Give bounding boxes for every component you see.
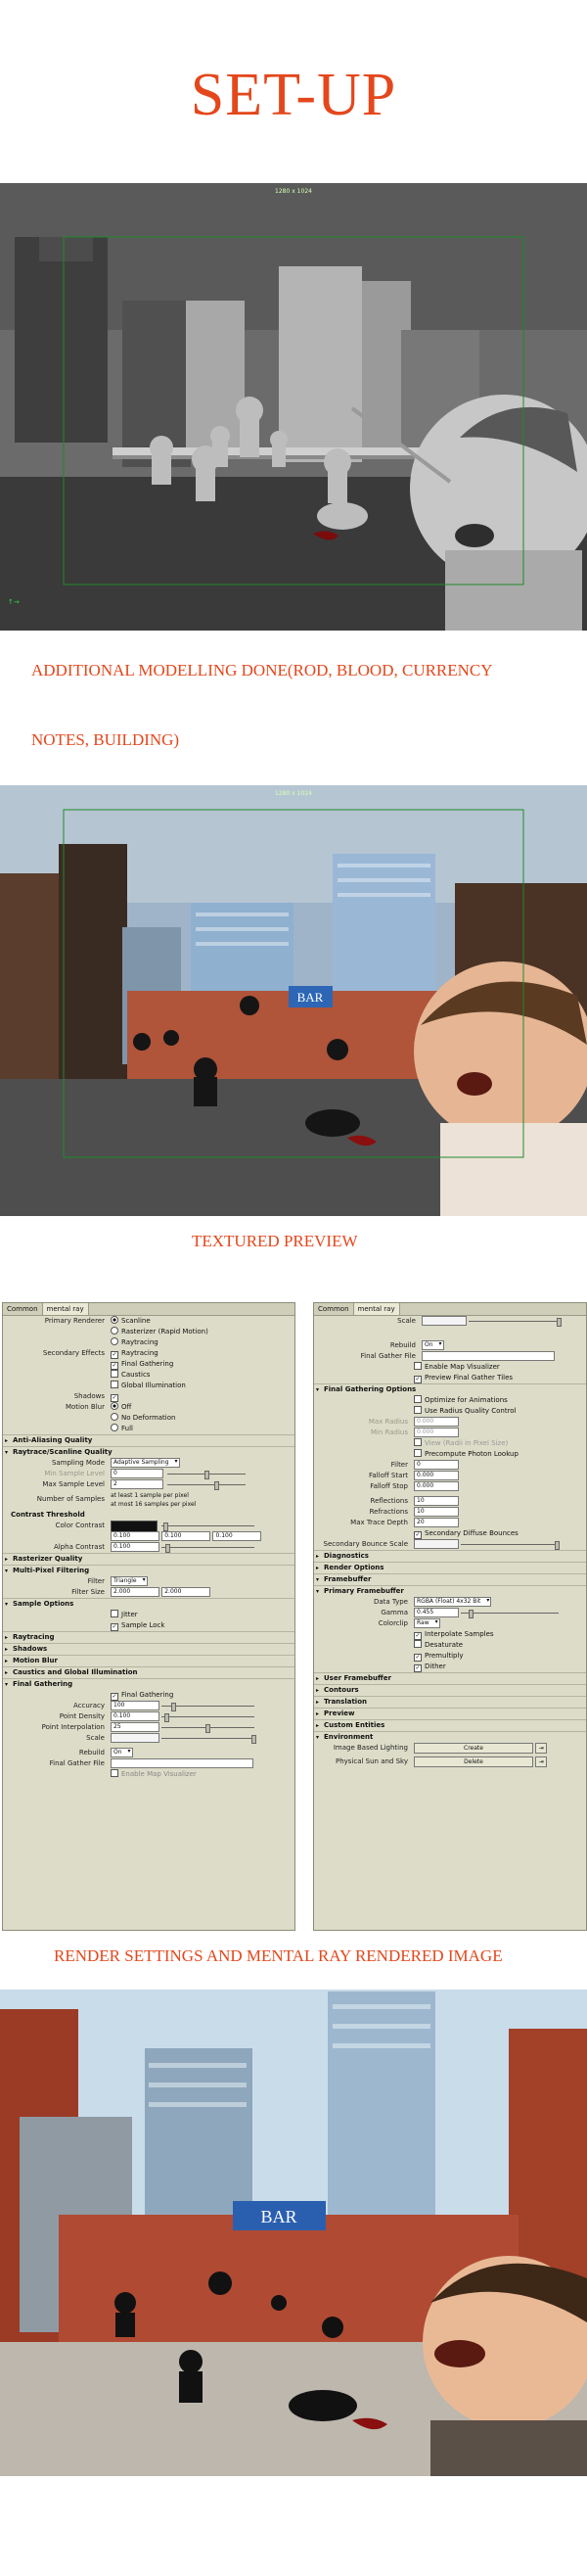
- view-radius-label: View (Radii in Pixel Size): [425, 1439, 509, 1447]
- expand-arrow-icon: ▸: [5, 1437, 9, 1444]
- max-radius-label: Max Radius: [368, 1418, 408, 1426]
- samples-max-text: at most 16 samples per pixel: [111, 1501, 197, 1508]
- section-fg-options[interactable]: [314, 1383, 586, 1395]
- radio-motion-blur-off[interactable]: [111, 1402, 118, 1410]
- checkbox-fg-enable[interactable]: ✓: [112, 1693, 117, 1700]
- min-sample-slider[interactable]: [167, 1474, 246, 1475]
- expand-arrow-icon: ▸: [5, 1646, 9, 1653]
- expand-arrow-icon: ▸: [316, 1699, 320, 1706]
- render-settings-panel-right: [313, 1302, 587, 1931]
- caption-textured: TEXTURED PREVIEW: [192, 1232, 358, 1250]
- fg-file-label: Final Gather File: [360, 1352, 416, 1360]
- section-final-gathering[interactable]: [3, 1678, 294, 1690]
- checkbox-jitter[interactable]: [111, 1610, 118, 1617]
- section-label: Motion Blur: [13, 1657, 58, 1664]
- scale-label: Scale: [86, 1734, 105, 1742]
- ibl-map-icon[interactable]: ⇥: [535, 1743, 547, 1754]
- dither-label: Dither: [425, 1663, 446, 1670]
- number-of-samples-label: Number of Samples: [36, 1495, 105, 1503]
- tab-common[interactable]: Common: [3, 1303, 43, 1315]
- tab-common[interactable]: Common: [314, 1303, 354, 1315]
- precompute-photon-label: Precompute Photon Lookup: [425, 1450, 519, 1458]
- section-contours[interactable]: [314, 1684, 586, 1696]
- section-multipixel-filtering[interactable]: [3, 1565, 294, 1576]
- collapse-arrow-icon: ▾: [316, 1734, 320, 1741]
- radio-no-deformation[interactable]: [111, 1413, 118, 1421]
- desaturate-label: Desaturate: [425, 1641, 464, 1649]
- section-label: Environment: [324, 1733, 374, 1741]
- bar-sign-text: BAR: [296, 990, 324, 1005]
- checkbox-radius-quality[interactable]: [414, 1406, 422, 1414]
- viewport-textured: [0, 785, 587, 1216]
- collapse-arrow-icon: ▾: [5, 1449, 9, 1456]
- falloff-start-field[interactable]: 0.000: [414, 1471, 459, 1480]
- filter-size-x-field[interactable]: 2.000: [111, 1587, 159, 1597]
- max-sample-level-field[interactable]: 2: [111, 1479, 163, 1489]
- caption-render: RENDER SETTINGS AND MENTAL RAY RENDERED IMAGE: [54, 1946, 503, 1965]
- samples-min-text: at least 1 sample per pixel: [111, 1492, 189, 1499]
- section-label: Final Gathering Options: [324, 1385, 417, 1393]
- ibl-label: Image Based Lighting: [333, 1744, 408, 1752]
- checkbox-sample-lock[interactable]: ✓: [112, 1623, 117, 1630]
- max-sample-level-label: Max Sample Level: [42, 1480, 105, 1488]
- scale-swatch[interactable]: [422, 1316, 467, 1326]
- max-sample-slider[interactable]: [167, 1484, 246, 1485]
- checkbox-interpolate-samples[interactable]: ✓: [415, 1632, 421, 1639]
- data-type-dropdown[interactable]: RGBA (Float) 4x32 Bit ▾: [414, 1597, 491, 1607]
- point-density-label: Point Density: [59, 1712, 105, 1720]
- max-radius-field[interactable]: 0.000: [414, 1417, 459, 1427]
- min-radius-label: Min Radius: [370, 1429, 408, 1436]
- bounce-scale-slider[interactable]: [461, 1544, 559, 1545]
- radio-full[interactable]: [111, 1424, 118, 1431]
- expand-arrow-icon: ▸: [316, 1675, 320, 1682]
- motion-blur-label: Motion Blur: [65, 1403, 105, 1411]
- section-raytrace-scanline[interactable]: [3, 1446, 294, 1458]
- section-label: Custom Entities: [324, 1721, 385, 1729]
- checkbox-shadows[interactable]: ✓: [112, 1394, 117, 1401]
- gamma-slider[interactable]: [461, 1613, 559, 1614]
- bounce-scale-swatch[interactable]: [414, 1539, 459, 1549]
- motion-blur-off-label: Off: [121, 1403, 132, 1411]
- sun-sky-map-icon[interactable]: ⇥: [535, 1756, 547, 1767]
- checkbox-dither[interactable]: ✓: [415, 1664, 421, 1671]
- color-contrast-slider[interactable]: [161, 1525, 254, 1526]
- checkbox-precompute-photon[interactable]: [414, 1449, 422, 1457]
- final-render-image: [0, 1990, 587, 2476]
- collapse-arrow-icon: ▾: [316, 1386, 320, 1393]
- untextured-scene-image: [0, 183, 587, 631]
- radio-scanline[interactable]: [111, 1316, 118, 1324]
- expand-arrow-icon: ▸: [5, 1556, 9, 1563]
- accuracy-slider[interactable]: [161, 1706, 254, 1707]
- sampling-mode-dropdown[interactable]: Adaptive Sampling ▾: [111, 1458, 180, 1468]
- mental-ray-render: [0, 1990, 587, 2476]
- section-label: Render Options: [324, 1564, 384, 1571]
- fg-file-label: Final Gather File: [49, 1759, 105, 1767]
- checkbox-premultiply[interactable]: ✓: [415, 1654, 421, 1661]
- create-ibl-button[interactable]: Create: [414, 1743, 533, 1754]
- max-trace-depth-field[interactable]: 20: [414, 1518, 459, 1527]
- contrast-g-field[interactable]: 0.100: [161, 1531, 210, 1541]
- section-motion-blur[interactable]: [3, 1655, 294, 1666]
- collapse-arrow-icon: ▾: [316, 1588, 320, 1595]
- gamma-label: Gamma: [381, 1609, 408, 1616]
- sampling-mode-label: Sampling Mode: [51, 1459, 105, 1467]
- falloff-stop-field[interactable]: 0.000: [414, 1481, 459, 1491]
- primary-renderer-label: Primary Renderer: [44, 1317, 105, 1325]
- alpha-contrast-slider[interactable]: [161, 1547, 254, 1548]
- section-label: Primary Framebuffer: [324, 1587, 404, 1595]
- expand-arrow-icon: ▸: [5, 1669, 9, 1676]
- section-anti-aliasing[interactable]: [3, 1434, 294, 1446]
- expand-arrow-icon: ▸: [316, 1565, 320, 1571]
- expand-arrow-icon: ▸: [316, 1710, 320, 1717]
- alpha-contrast-field[interactable]: 0.100: [111, 1542, 159, 1552]
- section-user-framebuffer[interactable]: [314, 1672, 586, 1684]
- section-label: Preview: [324, 1710, 355, 1717]
- section-primary-framebuffer[interactable]: [314, 1585, 586, 1597]
- colorclip-dropdown[interactable]: Raw ▾: [414, 1618, 440, 1628]
- viewport-resolution-label: 1280 x 1024: [275, 790, 312, 797]
- reflections-field[interactable]: 10: [414, 1496, 459, 1506]
- sun-sky-label: Physical Sun and Sky: [335, 1757, 408, 1765]
- refractions-label: Refractions: [369, 1508, 408, 1516]
- section-framebuffer[interactable]: [314, 1573, 586, 1585]
- render-settings-tabs: [314, 1303, 586, 1316]
- filter-size-y-field[interactable]: 2.000: [161, 1587, 210, 1597]
- section-label: Contours: [324, 1686, 359, 1694]
- accuracy-field[interactable]: 100: [111, 1701, 159, 1710]
- radius-quality-label: Use Radius Quality Control: [425, 1407, 517, 1415]
- tab-mental-ray[interactable]: mental ray: [354, 1303, 400, 1315]
- tab-mental-ray[interactable]: mental ray: [43, 1303, 89, 1315]
- scale-slider[interactable]: [469, 1321, 562, 1322]
- falloff-start-label: Falloff Start: [369, 1472, 408, 1479]
- caption-modelling-line1: ADDITIONAL MODELLING DONE(ROD, BLOOD, CURRENCY: [31, 661, 493, 679]
- fg-filter-field[interactable]: 0: [414, 1460, 459, 1470]
- section-label: Caustics and Global Illumination: [13, 1668, 138, 1676]
- section-label: Multi-Pixel Filtering: [13, 1567, 90, 1574]
- checkbox-global-illumination[interactable]: [111, 1381, 118, 1388]
- fg-file-field[interactable]: [422, 1351, 555, 1361]
- textured-scene-image: [0, 785, 587, 1216]
- section-preview[interactable]: [314, 1708, 586, 1719]
- section-label: Translation: [324, 1698, 367, 1706]
- accuracy-label: Accuracy: [73, 1702, 105, 1710]
- section-label: Anti-Aliasing Quality: [13, 1436, 93, 1444]
- reflections-label: Reflections: [370, 1497, 408, 1505]
- section-render-options[interactable]: [314, 1562, 586, 1573]
- section-shadows[interactable]: [3, 1643, 294, 1655]
- section-caustics-gi[interactable]: [3, 1666, 294, 1678]
- fg-filter-label: Filter: [390, 1461, 408, 1469]
- sample-lock-label: Sample Lock: [121, 1621, 165, 1629]
- rebuild-dropdown[interactable]: On ▾: [422, 1340, 444, 1350]
- contrast-threshold-heading: Contrast Threshold: [11, 1511, 85, 1519]
- no-deformation-label: No Deformation: [121, 1414, 176, 1422]
- preview-fg-tiles-label: Preview Final Gather Tiles: [425, 1374, 514, 1382]
- optimize-animations-label: Optimize for Animations: [425, 1396, 508, 1404]
- rebuild-label: Rebuild: [78, 1749, 105, 1756]
- fg-enable-label: Final Gathering: [121, 1691, 174, 1699]
- rebuild-label: Rebuild: [389, 1341, 416, 1349]
- checkbox-raytracing[interactable]: ✓: [112, 1351, 117, 1358]
- viewport-untextured: [0, 183, 587, 631]
- filter-size-label: Filter Size: [71, 1588, 105, 1596]
- scale-label: Scale: [397, 1317, 416, 1325]
- expand-arrow-icon: ▸: [316, 1687, 320, 1694]
- section-raytracing[interactable]: [3, 1631, 294, 1643]
- rasterizer-label: Rasterizer (Rapid Motion): [121, 1328, 208, 1335]
- axis-indicator: ↑→: [8, 598, 20, 606]
- section-label: Final Gathering: [13, 1680, 73, 1688]
- collapse-arrow-icon: ▾: [5, 1601, 9, 1608]
- radio-raytracing[interactable]: [111, 1337, 118, 1345]
- section-sample-options[interactable]: [3, 1598, 294, 1610]
- radio-rasterizer[interactable]: [111, 1327, 118, 1335]
- map-visualizer-label: Enable Map Visualizer: [121, 1770, 197, 1778]
- secondary-bounce-scale-label: Secondary Bounce Scale: [323, 1540, 408, 1548]
- delete-sun-sky-button[interactable]: Delete: [414, 1756, 533, 1767]
- contrast-r-field[interactable]: 0.100: [111, 1531, 159, 1541]
- scale-slider[interactable]: [161, 1738, 254, 1739]
- render-settings-tabs: [3, 1303, 294, 1316]
- point-interpolation-label: Point Interpolation: [41, 1723, 105, 1731]
- fg-file-field[interactable]: [111, 1758, 253, 1768]
- collapse-arrow-icon: ▾: [316, 1576, 320, 1583]
- collapse-arrow-icon: ▾: [5, 1681, 9, 1688]
- checkbox-desaturate[interactable]: [414, 1640, 422, 1648]
- section-environment[interactable]: [314, 1731, 586, 1743]
- checkbox-secondary-diffuse[interactable]: ✓: [415, 1531, 421, 1538]
- raytracing-label: Raytracing: [121, 1338, 158, 1346]
- section-custom-entities[interactable]: [314, 1719, 586, 1731]
- section-label: Framebuffer: [324, 1575, 372, 1583]
- raytracing-checkbox-label: Raytracing: [121, 1349, 158, 1357]
- section-label: User Framebuffer: [324, 1674, 391, 1682]
- color-contrast-label: Color Contrast: [55, 1522, 105, 1529]
- min-sample-level-field[interactable]: 0: [111, 1469, 163, 1478]
- checkbox-view-radius[interactable]: [414, 1438, 422, 1446]
- full-label: Full: [121, 1425, 133, 1432]
- expand-arrow-icon: ▸: [5, 1658, 9, 1664]
- viewport-resolution-label: 1280 x 1024: [275, 188, 312, 195]
- colorclip-label: Colorclip: [378, 1619, 408, 1627]
- scale-swatch[interactable]: [111, 1733, 159, 1743]
- point-interpolation-slider[interactable]: [161, 1727, 254, 1728]
- section-label: Sample Options: [13, 1600, 74, 1608]
- jitter-label: Jitter: [121, 1611, 138, 1618]
- caustics-checkbox-label: Caustics: [121, 1371, 151, 1379]
- global-illumination-checkbox-label: Global Illumination: [121, 1382, 186, 1389]
- contrast-b-field[interactable]: 0.100: [212, 1531, 261, 1541]
- page-title: SET-UP: [190, 62, 397, 128]
- collapse-arrow-icon: ▾: [5, 1568, 9, 1574]
- premultiply-label: Premultiply: [425, 1652, 464, 1660]
- data-type-label: Data Type: [373, 1598, 408, 1606]
- map-visualizer-label: Enable Map Visualizer: [425, 1363, 500, 1371]
- section-label: Diagnostics: [324, 1552, 369, 1560]
- shadows-label: Shadows: [73, 1392, 105, 1400]
- section-label: Shadows: [13, 1645, 48, 1653]
- section-rasterizer-quality[interactable]: [3, 1553, 294, 1565]
- final-gathering-checkbox-label: Final Gathering: [121, 1360, 174, 1368]
- bar-sign-text: BAR: [260, 2207, 297, 2226]
- section-translation[interactable]: [314, 1696, 586, 1708]
- point-interpolation-field[interactable]: 25: [111, 1722, 159, 1732]
- filter-label: Filter: [87, 1577, 105, 1585]
- max-trace-depth-label: Max Trace Depth: [350, 1519, 408, 1526]
- point-density-slider[interactable]: [161, 1716, 254, 1717]
- interpolate-samples-label: Interpolate Samples: [425, 1630, 494, 1638]
- rebuild-dropdown[interactable]: On ▾: [111, 1748, 133, 1757]
- section-label: Raytrace/Scanline Quality: [13, 1448, 113, 1456]
- min-radius-field[interactable]: 0.000: [414, 1428, 459, 1437]
- section-label: Rasterizer Quality: [13, 1555, 83, 1563]
- checkbox-map-visualizer[interactable]: [414, 1362, 422, 1370]
- checkbox-map-visualizer[interactable]: [111, 1769, 118, 1777]
- refractions-field[interactable]: 10: [414, 1507, 459, 1517]
- expand-arrow-icon: ▸: [316, 1553, 320, 1560]
- falloff-stop-label: Falloff Stop: [370, 1482, 408, 1490]
- section-label: Raytracing: [13, 1633, 55, 1641]
- checkbox-optimize-animations[interactable]: [414, 1395, 422, 1403]
- secondary-effects-label: Secondary Effects: [42, 1349, 105, 1357]
- filter-dropdown[interactable]: Triangle ▾: [111, 1576, 148, 1586]
- alpha-contrast-label: Alpha Contrast: [53, 1543, 105, 1551]
- min-sample-level-label: Min Sample Level: [44, 1470, 105, 1477]
- expand-arrow-icon: ▸: [316, 1722, 320, 1729]
- caption-modelling-line2: NOTES, BUILDING): [31, 730, 180, 749]
- expand-arrow-icon: ▸: [5, 1634, 9, 1641]
- checkbox-caustics[interactable]: [111, 1370, 118, 1378]
- scanline-label: Scanline: [121, 1317, 151, 1325]
- checkbox-final-gathering[interactable]: ✓: [112, 1362, 117, 1369]
- secondary-diffuse-label: Secondary Diffuse Bounces: [425, 1529, 519, 1537]
- point-density-field[interactable]: 0.100: [111, 1711, 159, 1721]
- checkbox-preview-fg-tiles[interactable]: ✓: [415, 1376, 421, 1382]
- gamma-field[interactable]: 0.455: [414, 1608, 459, 1617]
- render-settings-panel-left: [2, 1302, 295, 1931]
